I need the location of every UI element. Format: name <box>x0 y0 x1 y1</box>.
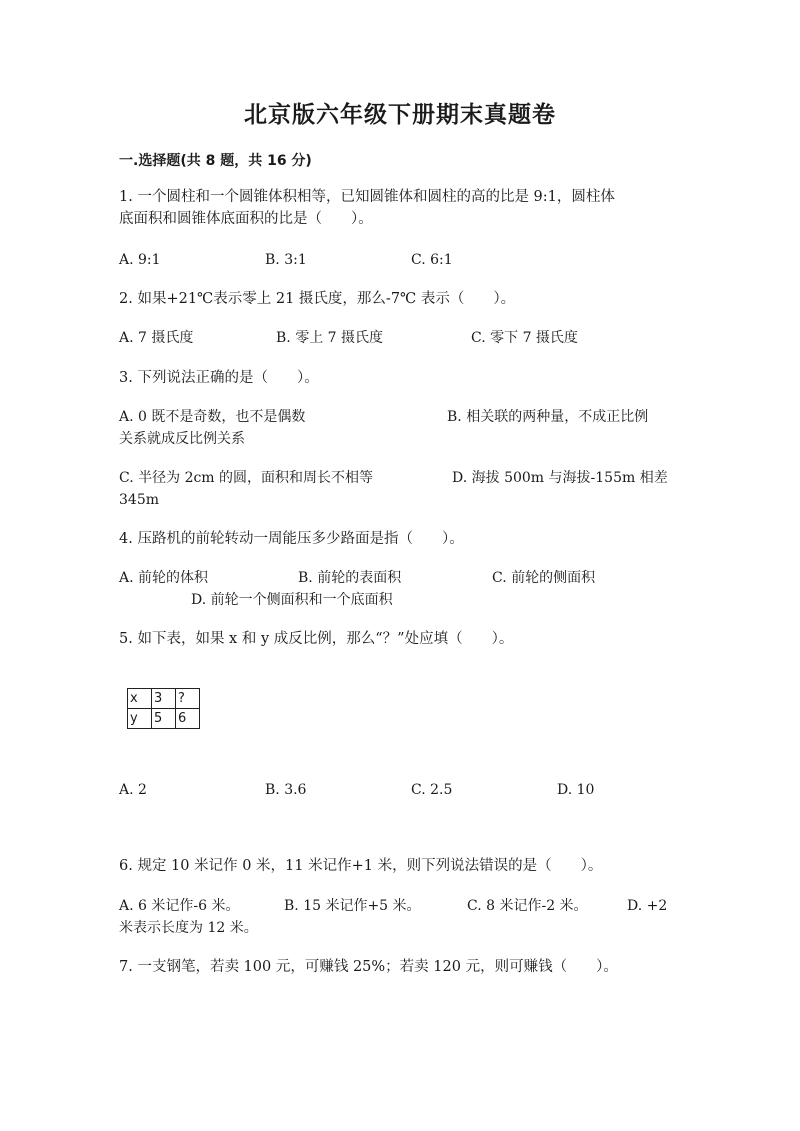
question-5-option-c: C. 2.5 <box>411 782 453 798</box>
table-cell: 6 <box>176 709 200 729</box>
question-3-option-d-cont: 345m <box>119 492 159 508</box>
question-5-line-1: 5. 如下表，如果 x 和 y 成反比例，那么“？”处应填（ ）。 <box>119 631 514 647</box>
question-4-option-b: B. 前轮的表面积 <box>298 570 402 586</box>
question-2-line-1: 2. 如果+21℃表示零上 21 摄氏度，那么-7℃ 表示（ ）。 <box>119 291 516 307</box>
question-2-option-c: C. 零下 7 摄氏度 <box>471 330 578 346</box>
question-1-option-a: A. 9:1 <box>119 252 161 268</box>
question-4-option-c: C. 前轮的侧面积 <box>492 570 596 586</box>
question-6-option-c: C. 8 米记作-2 米。 <box>467 898 588 914</box>
question-3-option-d: D. 海拔 500m 与海拔-155m 相差 <box>452 470 668 486</box>
question-3-option-a: A. 0 既不是奇数，也不是偶数 <box>119 409 306 425</box>
question-3-option-b: B. 相关联的两种量，不成正比例 <box>447 409 649 425</box>
question-4-line-1: 4. 压路机的前轮转动一周能压多少路面是指（ ）。 <box>119 531 464 547</box>
table-cell: 3 <box>152 689 176 709</box>
table-cell: ? <box>176 689 200 709</box>
question-5-option-b: B. 3.6 <box>265 782 307 798</box>
table-row <box>128 689 200 709</box>
page-title: 北京版六年级下册期末真题卷 <box>244 102 556 128</box>
question-1-line-2: 底面积和圆锥体底面积的比是（ ）。 <box>119 211 373 227</box>
question-6-option-b: B. 15 米记作+5 米。 <box>284 898 421 914</box>
question-3-option-b-cont: 关系就成反比例关系 <box>119 431 245 447</box>
question-6-option-d: D. +2 <box>627 898 668 914</box>
question-7-line-1: 7. 一支钢笔，若卖 100 元，可赚钱 25%；若卖 120 元，则可赚钱（ ）。 <box>119 959 618 975</box>
question-5-option-d: D. 10 <box>557 782 595 798</box>
question-6-line-1: 6. 规定 10 米记作 0 米，11 米记作+1 米，则下列说法错误的是（ ）。 <box>119 858 603 874</box>
table-cell: y <box>128 709 152 729</box>
question-4-option-d: D. 前轮一个侧面积和一个底面积 <box>191 592 393 608</box>
question-2-option-a: A. 7 摄氏度 <box>119 330 194 346</box>
question-6-option-d-cont: 米表示长度为 12 米。 <box>119 920 258 936</box>
question-2-option-b: B. 零上 7 摄氏度 <box>276 330 383 346</box>
question-1-option-c: C. 6:1 <box>411 252 453 268</box>
question-1-option-b: B. 3:1 <box>265 252 307 268</box>
question-4-option-a: A. 前轮的体积 <box>119 570 209 586</box>
question-5-option-a: A. 2 <box>119 782 147 798</box>
question-6-option-a: A. 6 米记作-6 米。 <box>119 898 240 914</box>
question-1-line-1: 1. 一个圆柱和一个圆锥体积相等，已知圆锥体和圆柱的高的比是 9:1，圆柱体 <box>119 189 615 205</box>
table-row <box>128 709 200 729</box>
question-3-option-c: C. 半径为 2cm 的圆，面积和周长不相等 <box>119 470 374 486</box>
question-3-line-1: 3. 下列说法正确的是（ ）。 <box>119 370 319 386</box>
table-cell: 5 <box>152 709 176 729</box>
table-cell: x <box>128 689 152 709</box>
xy-table <box>127 688 200 729</box>
section-heading: 一.选择题(共 8 题，共 16 分) <box>119 153 312 169</box>
